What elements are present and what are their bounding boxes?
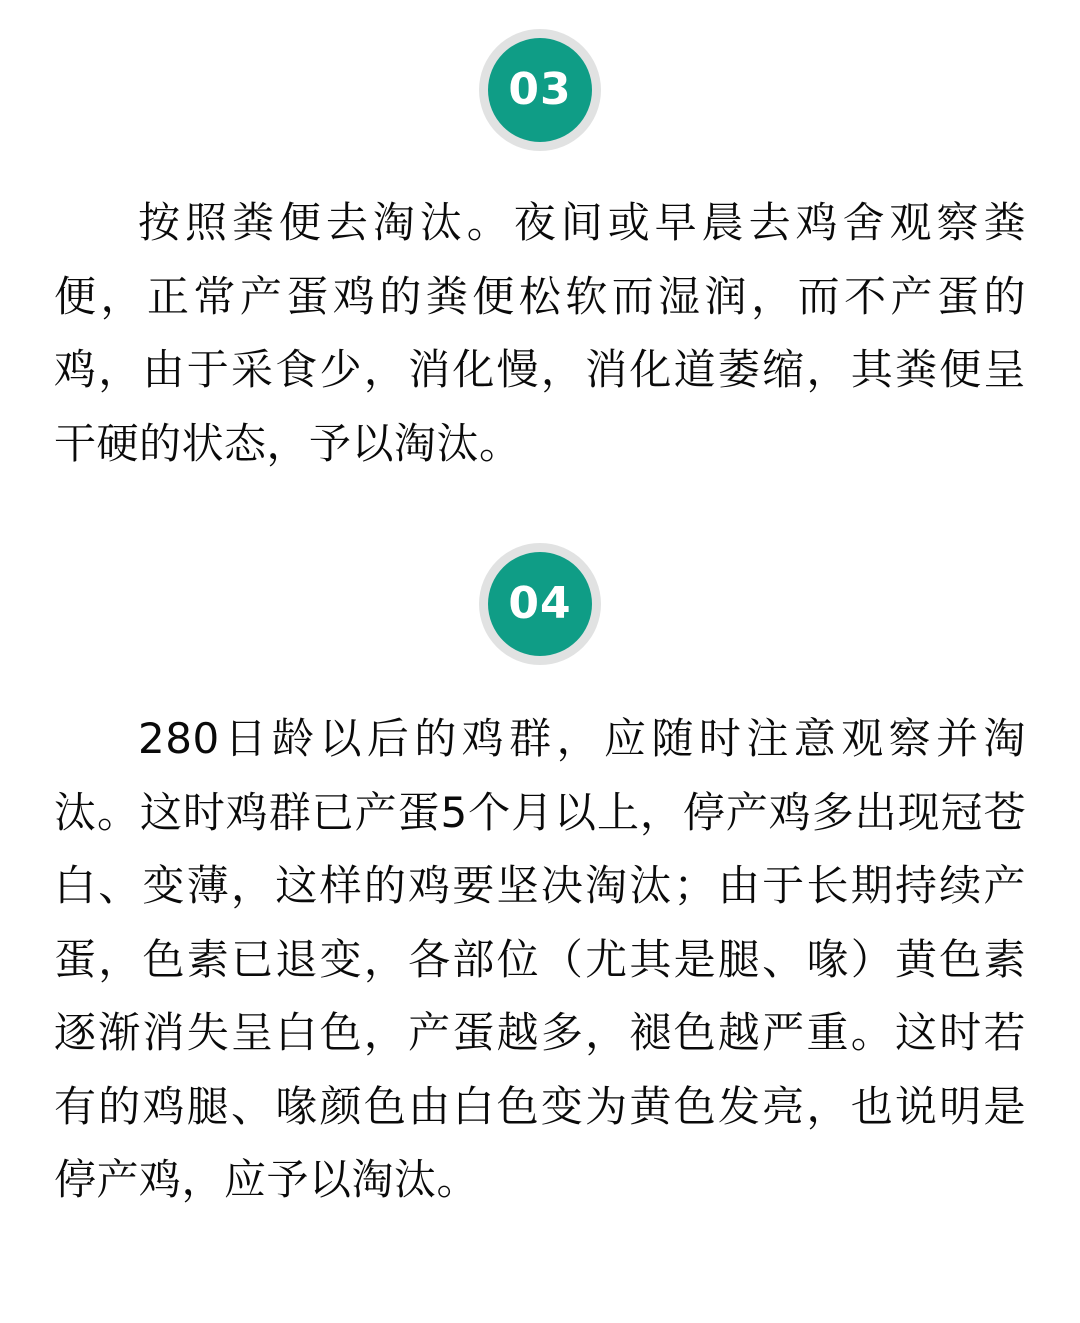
section-number-label: 03 [508,64,572,115]
section-paragraph: 280日龄以后的鸡群，应随时注意观察并淘汰。这时鸡群已产蛋5个月以上，停产鸡多出现冠苍白、变薄，这样的鸡要坚决淘汰；由于长期持续产蛋，色素已退变，各部位（尤其是腿、喙）黄色素逐渐消失呈白色，产蛋越多，褪色越严重。这时若有的鸡腿、喙颜色由白色变为黄色发亮，也说明是停产鸡，应予以淘汰。 [54,714,1026,1204]
section-number-badge [488,38,592,142]
section-paragraph: 按照粪便去淘汰。夜间或早晨去鸡舍观察粪便，正常产蛋鸡的粪便松软而湿润，而不产蛋的鸡，由于采食少，消化慢，消化道萎缩，其粪便呈干硬的状态，予以淘汰。 [54,198,1026,468]
badge-row-04 [54,480,1026,656]
bottom-spacer [54,1217,1026,1263]
section-03 [54,0,1026,480]
section-number-badge [488,552,592,656]
section-number-label: 04 [508,578,572,629]
badge-row-03 [54,0,1026,142]
section-04 [54,480,1026,1217]
